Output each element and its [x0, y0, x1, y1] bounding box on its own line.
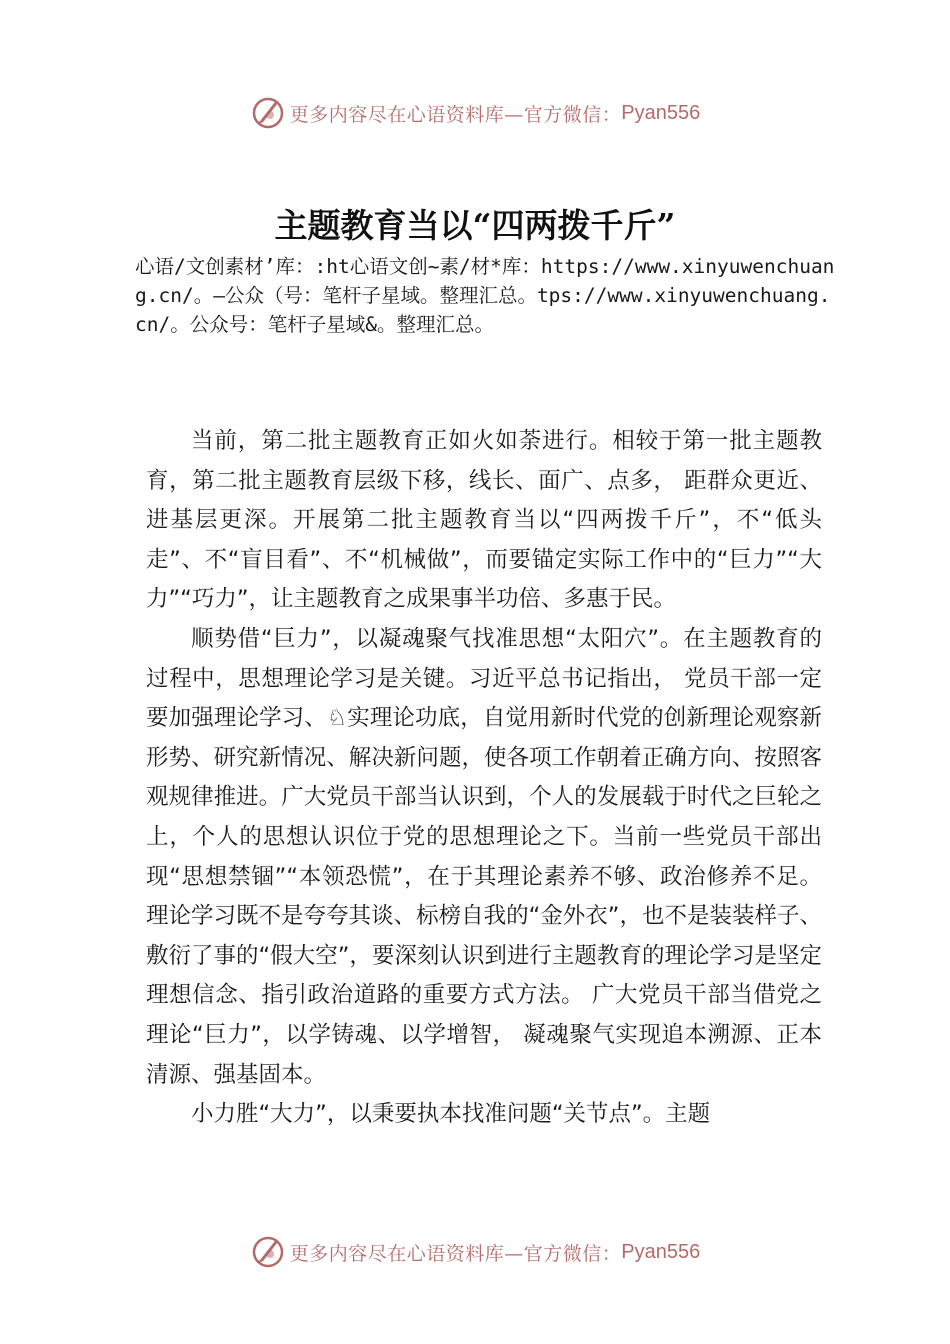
source-note: 心语/文创素材’库：:ht心语文创~素/材*库：https://www.xinyuwenchuang.cn/。—公众（号：笔杆子星域。整理汇总。tps://www.xinyuwenchuang.cn/。公众号：笔杆子星域&。整理汇总。 — [135, 255, 835, 336]
banner-text: 更多内容尽在心语资料库—官方微信： — [289, 1242, 622, 1265]
footer-banner — [0, 1232, 950, 1272]
brand-logo-icon — [250, 95, 286, 131]
paragraph: 小力胜“大力”，以秉要执本找准问题“关节点”。主题 — [191, 1101, 711, 1128]
article-body — [146, 422, 822, 1135]
banner-text: 更多内容尽在心语资料库—官方微信： — [289, 103, 622, 126]
paragraph: 顺势借“巨力”，以凝魂聚气找准思想“太阳穴”。在主题教育的过程中，思想理论学习是关键。习近平总书记指出， 党员干部一定要加强理论学习、♘实理论功底，自觉用新时代党的创新理论观察新形势、研究新情况、解决新问题，使各项工作朝着正确方向、按照客观规律推进。广大党员干部当认识到，个人的发展载于时代之巨轮之上，个人的思想认识位于党的思想理论之下。当前一些党员干部出现“思想禁锢”“本领恐慌”，在于其理论素养不够、政治修养不足。理论学习既不是夸夸其谈、标榜自我的“金外衣”，也不是装装样子、敷衍了事的“假大空”，要深刻认识到进行主题教育的理论学习是坚定理想信念、指引政治道路的重要方式方法。 广大党员干部当借党之理论“巨力”，以学铸魂、以学增智， 凝魂聚气实现追本溯源、正本清源、强基固本。 — [146, 625, 822, 1088]
paragraph: 当前，第二批主题教育正如火如荼进行。相较于第一批主题教育，第二批主题教育层级下移，线长、面广、点多， 距群众更近、进基层更深。开展第二批主题教育当以“四两拨千斤”，不“低头走”、不“盲目看”、不“机械做”，而要锚定实际工作中的“巨力”“大力”“巧力”，让主题教育之成果事半功倍、多惠于民。 — [146, 428, 822, 613]
header-banner — [0, 93, 950, 133]
banner-wechat-id: Pyan556 — [621, 101, 701, 124]
document-title: 主题教育当以“四两拨千斤” — [274, 206, 676, 245]
banner-wechat-id: Pyan556 — [621, 1240, 701, 1263]
brand-logo-icon — [250, 1234, 286, 1270]
